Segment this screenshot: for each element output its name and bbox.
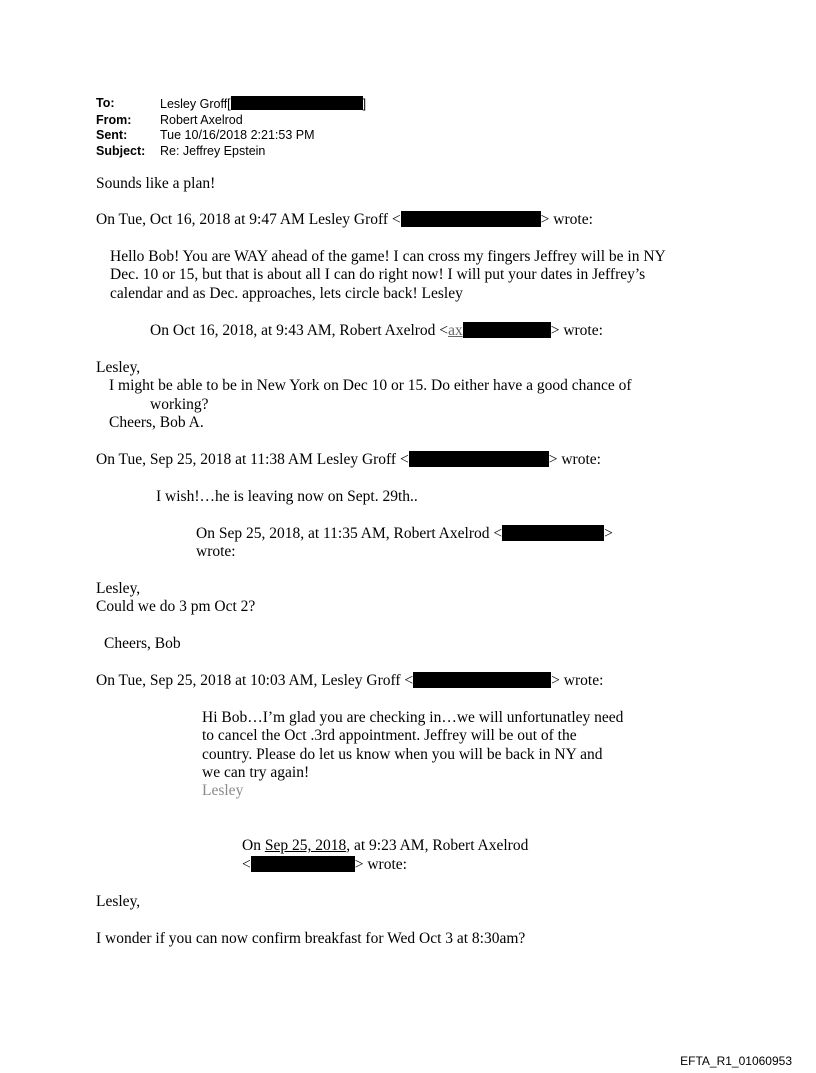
email-link[interactable]: ax [448, 322, 463, 339]
from-value: Robert Axelrod [160, 112, 243, 127]
message-2-line-1: Hello Bob! You are WAY ahead of the game! I can cross my fingers Jeffrey will be in NY [110, 248, 666, 265]
email-header [96, 96, 366, 159]
redaction-box [413, 672, 551, 688]
message-6-line-3: country. Please do let us know when you will be back in NY and [202, 746, 603, 763]
to-label: To: [96, 96, 115, 110]
message-5-line-1: Lesley, [96, 580, 141, 597]
quote-attribution-6-line-1: On Sep 25, 2018, at 9:23 AM, Robert Axelrod [242, 837, 529, 854]
message-2-line-2: Dec. 10 or 15, but that is about all I can do right now! I will put your dates in Jeffrey’s [110, 266, 646, 283]
redaction-box [463, 322, 551, 338]
message-7-line-2: I wonder if you can now confirm breakfast for Wed Oct 3 at 8:30am? [96, 930, 526, 947]
quote-attribution-6-line-2: < > wrote: [242, 856, 407, 873]
header-subject-row [96, 144, 366, 160]
message-4: I wish!…he is leaving now on Sept. 29th.. [156, 488, 418, 505]
message-6-line-2: to cancel the Oct .3rd appointment. Jeffrey will be out of the [202, 727, 577, 744]
from-label: From: [96, 112, 132, 127]
quote-attribution-4-line-2: wrote: [196, 543, 236, 560]
to-value: Lesley Groff[ ] [160, 97, 367, 111]
message-6-line-1: Hi Bob…I’m glad you are checking in…we will unfortunatley need [202, 709, 624, 726]
message-3-line-2: I might be able to be in New York on Dec 10 or 15. Do either have a good chance of [109, 377, 632, 394]
header-from-row [96, 113, 366, 129]
quote-attribution-5: On Tue, Sep 25, 2018 at 10:03 AM, Lesley Groff < > wrote: [96, 672, 604, 689]
sent-value: Tue 10/16/2018 2:21:53 PM [160, 128, 315, 142]
quote-attribution-2: On Oct 16, 2018, at 9:43 AM, Robert Axelrod <ax > wrote: [150, 322, 603, 339]
reply-text: Sounds like a plan! [96, 175, 216, 192]
subject-value: Re: Jeffrey Epstein [160, 143, 266, 158]
redaction-box [231, 96, 363, 110]
quote-attribution-1: On Tue, Oct 16, 2018 at 9:47 AM Lesley Groff < > wrote: [96, 211, 593, 228]
quote-attribution-3: On Tue, Sep 25, 2018 at 11:38 AM Lesley Groff < > wrote: [96, 451, 601, 468]
redaction-box [251, 856, 355, 872]
message-6-line-4: we can try again! [202, 764, 310, 781]
message-7-line-1: Lesley, [96, 893, 141, 910]
redaction-box [401, 211, 541, 227]
sent-label: Sent: [96, 128, 128, 142]
redaction-box [502, 525, 604, 541]
message-3-line-1: Lesley, [96, 359, 141, 376]
header-to-row [96, 96, 366, 113]
message-6-signature: Lesley [202, 782, 244, 799]
message-5-line-3: Cheers, Bob [104, 635, 181, 652]
quote-attribution-4-line-1: On Sep 25, 2018, at 11:35 AM, Robert Axelrod < > [196, 525, 613, 542]
message-3-line-3: working? [150, 396, 209, 413]
redaction-box [409, 451, 549, 467]
subject-label: Subject: [96, 143, 146, 158]
document-id: EFTA_R1_01060953 [680, 1054, 792, 1068]
message-5-line-2: Could we do 3 pm Oct 2? [96, 598, 256, 615]
message-3-line-4: Cheers, Bob A. [109, 414, 204, 431]
header-sent-row [96, 128, 366, 144]
message-2-line-3: calendar and as Dec. approaches, lets circle back! Lesley [110, 285, 463, 302]
